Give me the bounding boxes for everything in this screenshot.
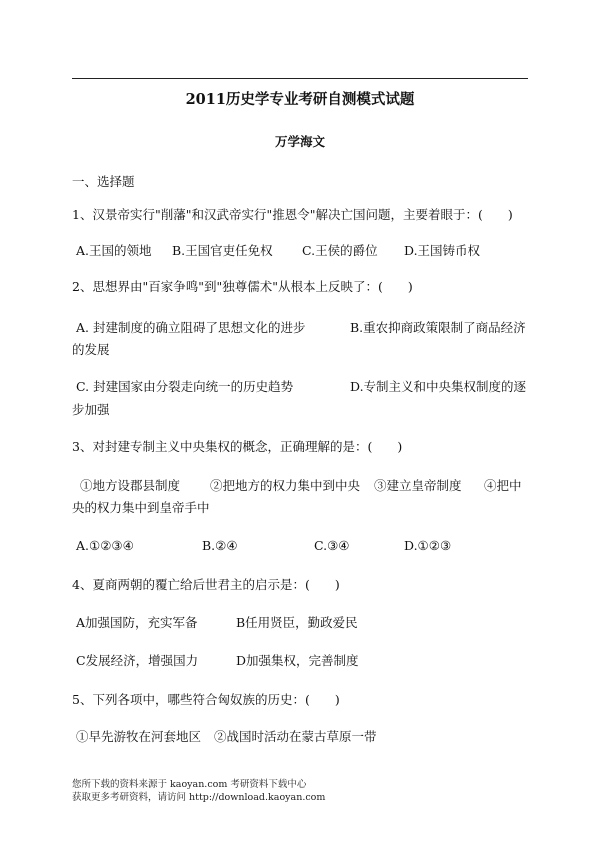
- question-3-option-b: B.②④: [202, 538, 238, 553]
- question-5-item-1: ①早先游牧在河套地区: [76, 729, 202, 744]
- question-2-option-b: B.重农抑商政策限制了商品经济: [350, 320, 526, 335]
- question-3-text: 3、对封建专制主义中央集权的概念，正确理解的是：( ): [72, 439, 403, 454]
- question-1-option-a: A.王国的领地: [76, 243, 152, 258]
- question-5-item-2: ②战国时活动在蒙古草原一带: [214, 729, 377, 744]
- question-3-item-1: ①地方设郡县制度: [80, 478, 181, 493]
- question-4-option-a: A加强国防，充实军备: [76, 615, 198, 630]
- question-2-text: 2、思想界由"百家争鸣"到"独尊儒术"从根本上反映了：( ): [72, 279, 413, 294]
- question-3-option-a: A.①②③④: [76, 538, 134, 553]
- section-heading: 一、选择题: [72, 174, 135, 189]
- question-1-option-c: C.王侯的爵位: [302, 243, 378, 258]
- page-subtitle: 万学海文: [274, 134, 325, 149]
- question-1-text: 1、汉景帝实行"削藩"和汉武帝实行"推恩令"解决亡国问题，主要着眼于：( ): [72, 207, 513, 222]
- header-rule: [72, 78, 528, 79]
- page-title: 2011历史学专业考研自测模式试题: [185, 91, 415, 108]
- question-1-option-b: B.王国官吏任免权: [172, 243, 273, 258]
- question-4-option-d: D加强集权，完善制度: [236, 653, 359, 668]
- question-4-option-b: B任用贤臣，勤政爱民: [236, 615, 358, 630]
- question-3-item-4-cont: 央的权力集中到皇帝手中: [72, 500, 210, 515]
- question-1-option-d: D.王国铸币权: [404, 243, 481, 258]
- question-2-option-b-cont: 的发展: [72, 342, 110, 357]
- question-3-item-3: ③建立皇帝制度: [374, 478, 462, 493]
- footer-source-note: 您所下载的资料来源于 kaoyan.com 考研资料下载中心: [72, 779, 307, 790]
- question-4-option-c: C发展经济，增强国力: [76, 653, 199, 668]
- question-2-option-c: C. 封建国家由分裂走向统一的历史趋势: [76, 379, 294, 394]
- question-3-item-2: ②把地方的权力集中到中央: [210, 478, 361, 493]
- question-2-option-d: D.专制主义和中央集权制度的逐: [350, 379, 527, 394]
- question-3-option-d: D.①②③: [404, 538, 452, 553]
- footer-download-link[interactable]: 获取更多考研资料，请访问 http://download.kaoyan.com: [72, 792, 326, 803]
- question-3-item-4: ④把中: [484, 478, 522, 493]
- question-3-option-c: C.③④: [314, 538, 350, 553]
- question-5-text: 5、下列各项中，哪些符合匈奴族的历史：( ): [72, 692, 340, 707]
- question-2-option-d-cont: 步加强: [72, 402, 110, 417]
- question-2-option-a: A. 封建制度的确立阻碍了思想文化的进步: [76, 320, 306, 335]
- question-4-text: 4、夏商两朝的覆亡给后世君主的启示是：( ): [72, 577, 340, 592]
